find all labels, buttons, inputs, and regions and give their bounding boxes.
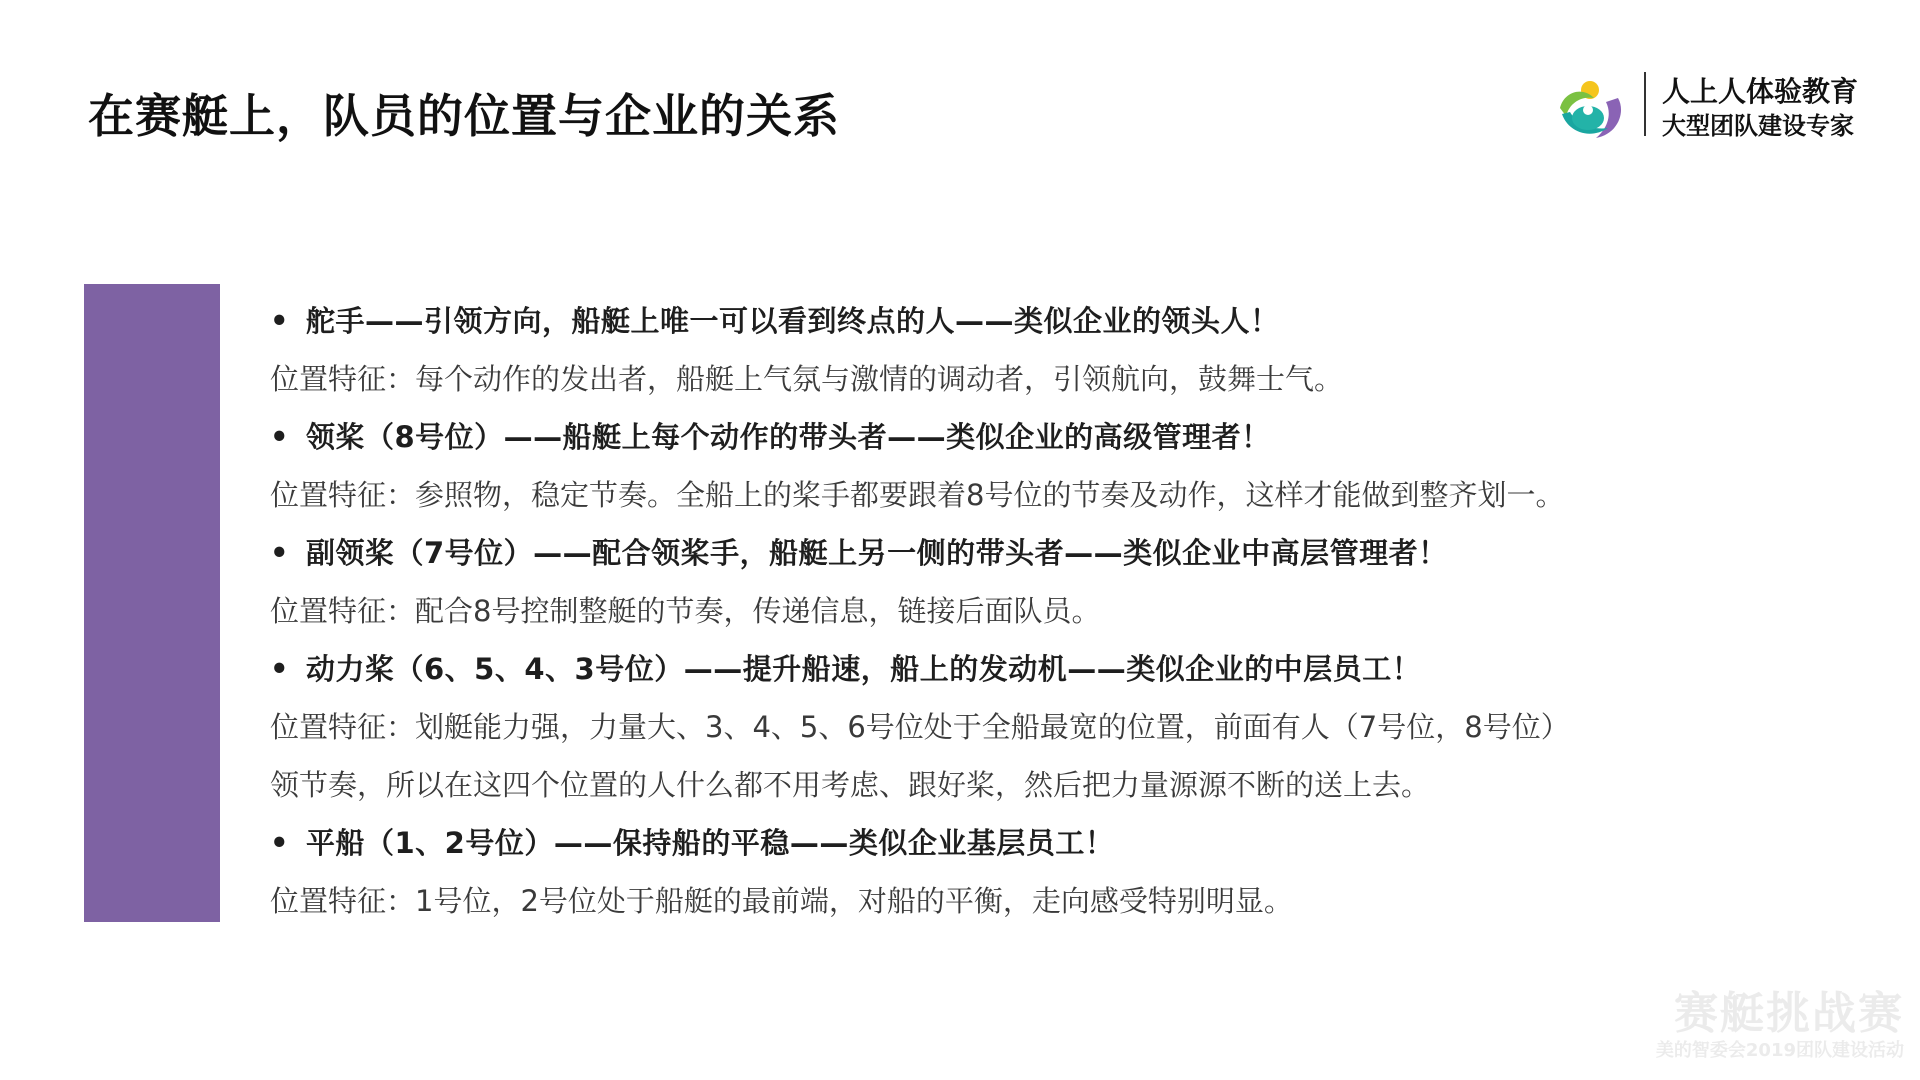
watermark-subtitle: 美的智委会2019团队建设活动 (1655, 1040, 1904, 1061)
brand-logo (1552, 66, 1882, 146)
bullet-icon: • (270, 652, 290, 686)
bullet-icon: • (270, 536, 290, 570)
position-heading-bow (270, 814, 1710, 872)
heading-text: 舵手——引领方向，船艇上唯一可以看到终点的人——类似企业的领头人！ (306, 304, 1280, 338)
logo-mark-icon (1552, 68, 1628, 144)
heading-text: 动力桨（6、5、4、3号位）——提升船速，船上的发动机——类似企业的中层员工！ (306, 652, 1422, 686)
logo-tagline: 大型团队建设专家 (1662, 112, 1854, 140)
heading-text: 领桨（8号位）——船艇上每个动作的带头者——类似企业的高级管理者！ (306, 420, 1271, 454)
position-detail-power: 位置特征：划艇能力强，力量大、3、4、5、6号位处于全船最宽的位置，前面有人（7号位，8号位） (270, 710, 1570, 744)
position-heading-stroke (270, 408, 1710, 466)
position-heading-helmsman (270, 292, 1710, 350)
bullet-icon: • (270, 304, 290, 338)
position-detail-helmsman: 位置特征：每个动作的发出者，船艇上气氛与激情的调动者，引领航向，鼓舞士气。 (270, 362, 1344, 396)
position-heading-power (270, 640, 1710, 698)
logo-name: 人上人体验教育 (1662, 75, 1859, 108)
position-detail-vice-stroke: 位置特征：配合8号控制整艇的节奏，传递信息，链接后面队员。 (270, 594, 1101, 628)
watermark-title: 赛艇挑战赛 (1674, 988, 1904, 1039)
position-list (270, 292, 1710, 930)
heading-text: 副领桨（7号位）——配合领桨手，船艇上另一侧的带头者——类似企业中高层管理者！ (306, 536, 1448, 570)
position-heading-vice-stroke (270, 524, 1710, 582)
logo-divider (1644, 72, 1646, 136)
bullet-icon: • (270, 420, 290, 454)
position-detail-power-cont: 领节奏，所以在这四个位置的人什么都不用考虑、跟好桨，然后把力量源源不断的送上去。 (270, 768, 1431, 802)
watermark (1656, 988, 1904, 1062)
bullet-icon: • (270, 826, 290, 860)
position-detail-stroke: 位置特征：参照物，稳定节奏。全船上的桨手都要跟着8号位的节奏及动作，这样才能做到整齐划一。 (270, 478, 1565, 512)
slide-title: 在赛艇上，队员的位置与企业的关系 (88, 89, 840, 143)
heading-text: 平船（1、2号位）——保持船的平稳——类似企业基层员工！ (306, 826, 1115, 860)
position-detail-bow: 位置特征：1号位，2号位处于船艇的最前端，对船的平衡，走向感受特别明显。 (270, 884, 1293, 918)
accent-bar (84, 284, 220, 922)
